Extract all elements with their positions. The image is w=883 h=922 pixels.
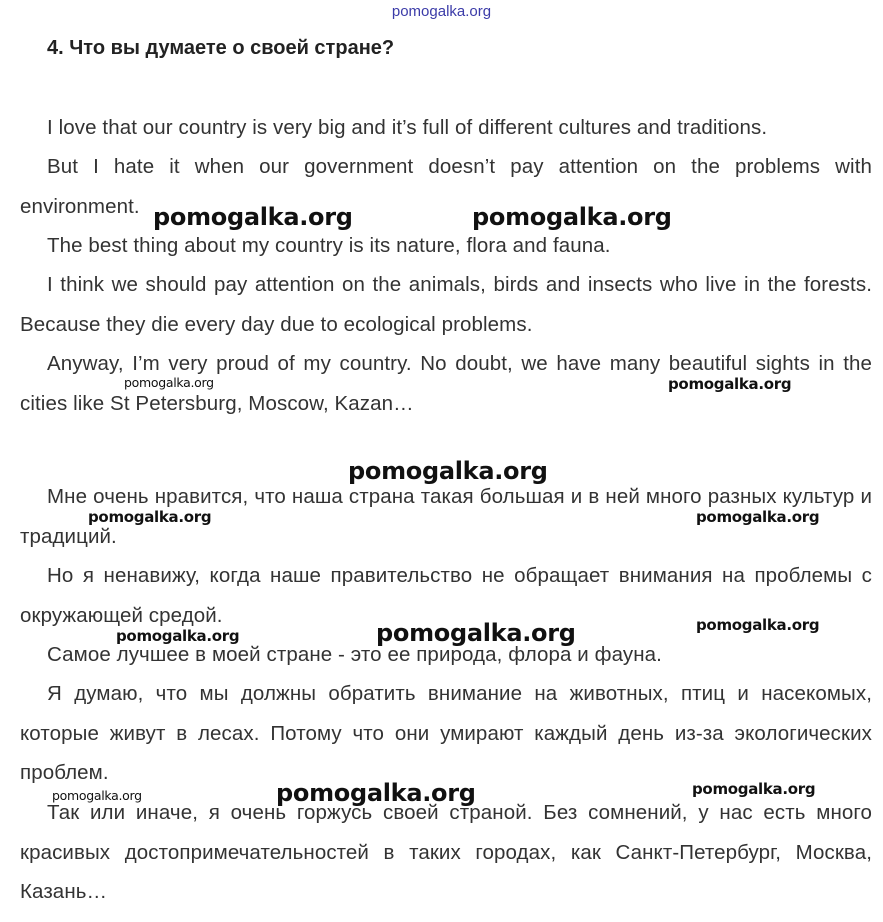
ru-paragraph-3: Самое лучшее в моей стране - это ее природа, флора и фауна.: [47, 643, 662, 666]
ru-paragraph-4: Я думаю, что мы должны обратить внимание на животных, птиц и насекомых, которые живут в лесах. Потому что они умирают каждый день из-за экологических проблем.: [20, 682, 872, 784]
en-paragraph-4: I think we should pay attention on the animals, birds and insects who live in the forests. Because they die every day due to ecological problems.: [20, 273, 872, 336]
task-heading: 4. Что вы думаете о своей стране?: [47, 37, 395, 59]
site-watermark-top: pomogalka.org: [391, 3, 492, 20]
watermark: pomogalka.org: [696, 508, 820, 526]
watermark: pomogalka.org: [52, 788, 142, 803]
watermark: pomogalka.org: [124, 375, 214, 390]
watermark: pomogalka.org: [153, 203, 353, 231]
en-paragraph-5: Anyway, I’m very proud of my country. No doubt, we have many beautiful sights in the cities like St Petersburg, Moscow, Kazan…: [20, 352, 872, 415]
watermark: pomogalka.org: [376, 619, 576, 647]
watermark: pomogalka.org: [668, 375, 792, 393]
watermark: pomogalka.org: [88, 508, 212, 526]
watermark: pomogalka.org: [116, 627, 240, 645]
en-paragraph-2: But I hate it when our government doesn’t pay attention on the problems with environment.: [20, 155, 872, 218]
watermark: pomogalka.org: [348, 457, 548, 485]
watermark: pomogalka.org: [276, 779, 476, 807]
en-paragraph-1: I love that our country is very big and it’s full of different cultures and traditions.: [47, 116, 768, 139]
watermark: pomogalka.org: [692, 780, 816, 798]
ru-paragraph-1: Мне очень нравится, что наша страна такая большая и в ней много разных культур и традиций.: [20, 485, 872, 548]
ru-paragraph-5: Так или иначе, я очень горжусь своей страной. Без сомнений, у нас есть много красивых достопримечательностей в таких городах, как Санкт-Петербург, Москва, Казань…: [20, 801, 872, 903]
ru-paragraph-2: Но я ненавижу, когда наше правительство не обращает внимания на проблемы с окружающей средой.: [20, 564, 872, 627]
watermark: pomogalka.org: [696, 616, 820, 634]
watermark: pomogalka.org: [472, 203, 672, 231]
en-paragraph-3: The best thing about my country is its nature, flora and fauna.: [47, 234, 611, 257]
